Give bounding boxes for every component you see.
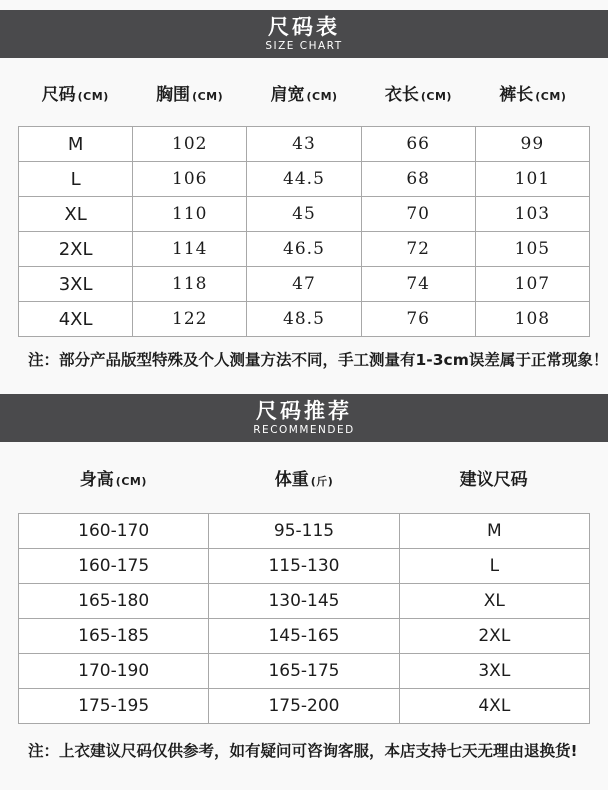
column-header-label: 身高 — [79, 469, 114, 490]
column-header-unit: (CM) — [306, 89, 338, 103]
column-header-unit: (CM) — [535, 89, 567, 103]
column-header-chest — [132, 80, 246, 105]
table-cell: L — [399, 548, 589, 583]
table-cell: 48.5 — [247, 302, 361, 337]
size-chart-subtitle: SIZE CHART — [265, 40, 343, 53]
recommend-title: 尺码推荐 — [256, 398, 352, 423]
table-cell: 165-180 — [19, 583, 209, 618]
table-cell: 44.5 — [247, 162, 361, 197]
table-cell: 95-115 — [209, 513, 399, 548]
table-cell: M — [399, 513, 589, 548]
table-row — [19, 197, 590, 232]
column-header-label: 尺码 — [41, 84, 76, 105]
column-header-label: 建议尺码 — [459, 469, 528, 490]
recommend-table — [18, 513, 590, 724]
table-row — [19, 513, 590, 548]
table-cell: 72 — [361, 232, 475, 267]
column-header-pants-length — [476, 80, 590, 105]
table-cell: 99 — [475, 127, 589, 162]
recommend-column-headers — [18, 442, 590, 513]
column-header-unit: (CM) — [192, 89, 224, 103]
column-header-label: 裤长 — [499, 84, 534, 105]
table-cell: 102 — [133, 127, 247, 162]
table-row — [19, 548, 590, 583]
table-cell: 108 — [475, 302, 589, 337]
table-cell: 160-170 — [19, 513, 209, 548]
recommend-subtitle: RECOMMENDED — [253, 423, 355, 436]
table-cell: 76 — [361, 302, 475, 337]
column-header-size — [18, 80, 132, 105]
recommend-note: 注：上衣建议尺码仅供参考，如有疑问可咨询客服，本店支持七天无理由退换货! — [28, 741, 578, 760]
column-header-length — [361, 80, 475, 105]
table-cell: 105 — [475, 232, 589, 267]
table-cell: 45 — [247, 197, 361, 232]
size-chart-column-headers — [18, 58, 590, 126]
table-row — [19, 232, 590, 267]
table-row — [19, 267, 590, 302]
table-cell: XL — [399, 583, 589, 618]
table-cell: 175-195 — [19, 688, 209, 723]
table-cell: 3XL — [399, 653, 589, 688]
table-cell: 165-175 — [209, 653, 399, 688]
size-chart-table — [18, 126, 590, 337]
table-cell: 47 — [247, 267, 361, 302]
table-cell: L — [19, 162, 133, 197]
table-row — [19, 583, 590, 618]
table-cell: 115-130 — [209, 548, 399, 583]
table-cell: 3XL — [19, 267, 133, 302]
table-cell: 114 — [133, 232, 247, 267]
size-recommend-section — [0, 394, 608, 763]
table-row — [19, 688, 590, 723]
column-header-unit: (CM) — [115, 474, 147, 488]
table-cell: 66 — [361, 127, 475, 162]
table-cell: 106 — [133, 162, 247, 197]
table-cell: XL — [19, 197, 133, 232]
size-chart-section — [0, 10, 608, 372]
table-cell: 46.5 — [247, 232, 361, 267]
table-row — [19, 162, 590, 197]
table-cell: 74 — [361, 267, 475, 302]
table-row — [19, 302, 590, 337]
table-cell: 110 — [133, 197, 247, 232]
size-chart-banner — [0, 10, 608, 58]
table-cell: 160-175 — [19, 548, 209, 583]
column-header-unit: (CM) — [77, 89, 109, 103]
column-header-label: 衣长 — [384, 84, 419, 105]
table-cell: 4XL — [19, 302, 133, 337]
column-header-shoulder — [247, 80, 361, 105]
size-chart-note: 注：部分产品版型特殊及个人测量方法不同，手工测量有1-3cm误差属于正常现象！ — [28, 351, 608, 370]
table-cell: 103 — [475, 197, 589, 232]
column-header-suggested-size — [399, 465, 590, 490]
column-header-label: 胸围 — [156, 84, 191, 105]
table-cell: M — [19, 127, 133, 162]
column-header-height — [18, 465, 209, 490]
table-cell: 175-200 — [209, 688, 399, 723]
table-row — [19, 653, 590, 688]
table-cell: 70 — [361, 197, 475, 232]
table-cell: 43 — [247, 127, 361, 162]
table-cell: 118 — [133, 267, 247, 302]
table-cell: 2XL — [19, 232, 133, 267]
column-header-label: 肩宽 — [270, 84, 305, 105]
column-header-unit: (斤) — [310, 474, 334, 488]
table-cell: 145-165 — [209, 618, 399, 653]
table-cell: 165-185 — [19, 618, 209, 653]
table-row — [19, 127, 590, 162]
recommend-banner — [0, 394, 608, 442]
table-row — [19, 618, 590, 653]
table-cell: 170-190 — [19, 653, 209, 688]
size-chart-title: 尺码表 — [268, 15, 340, 39]
table-cell: 4XL — [399, 688, 589, 723]
column-header-label: 体重 — [274, 469, 309, 490]
column-header-unit: (CM) — [420, 89, 452, 103]
table-cell: 130-145 — [209, 583, 399, 618]
column-header-weight — [209, 465, 400, 490]
table-cell: 107 — [475, 267, 589, 302]
table-cell: 68 — [361, 162, 475, 197]
table-cell: 101 — [475, 162, 589, 197]
table-cell: 122 — [133, 302, 247, 337]
table-cell: 2XL — [399, 618, 589, 653]
